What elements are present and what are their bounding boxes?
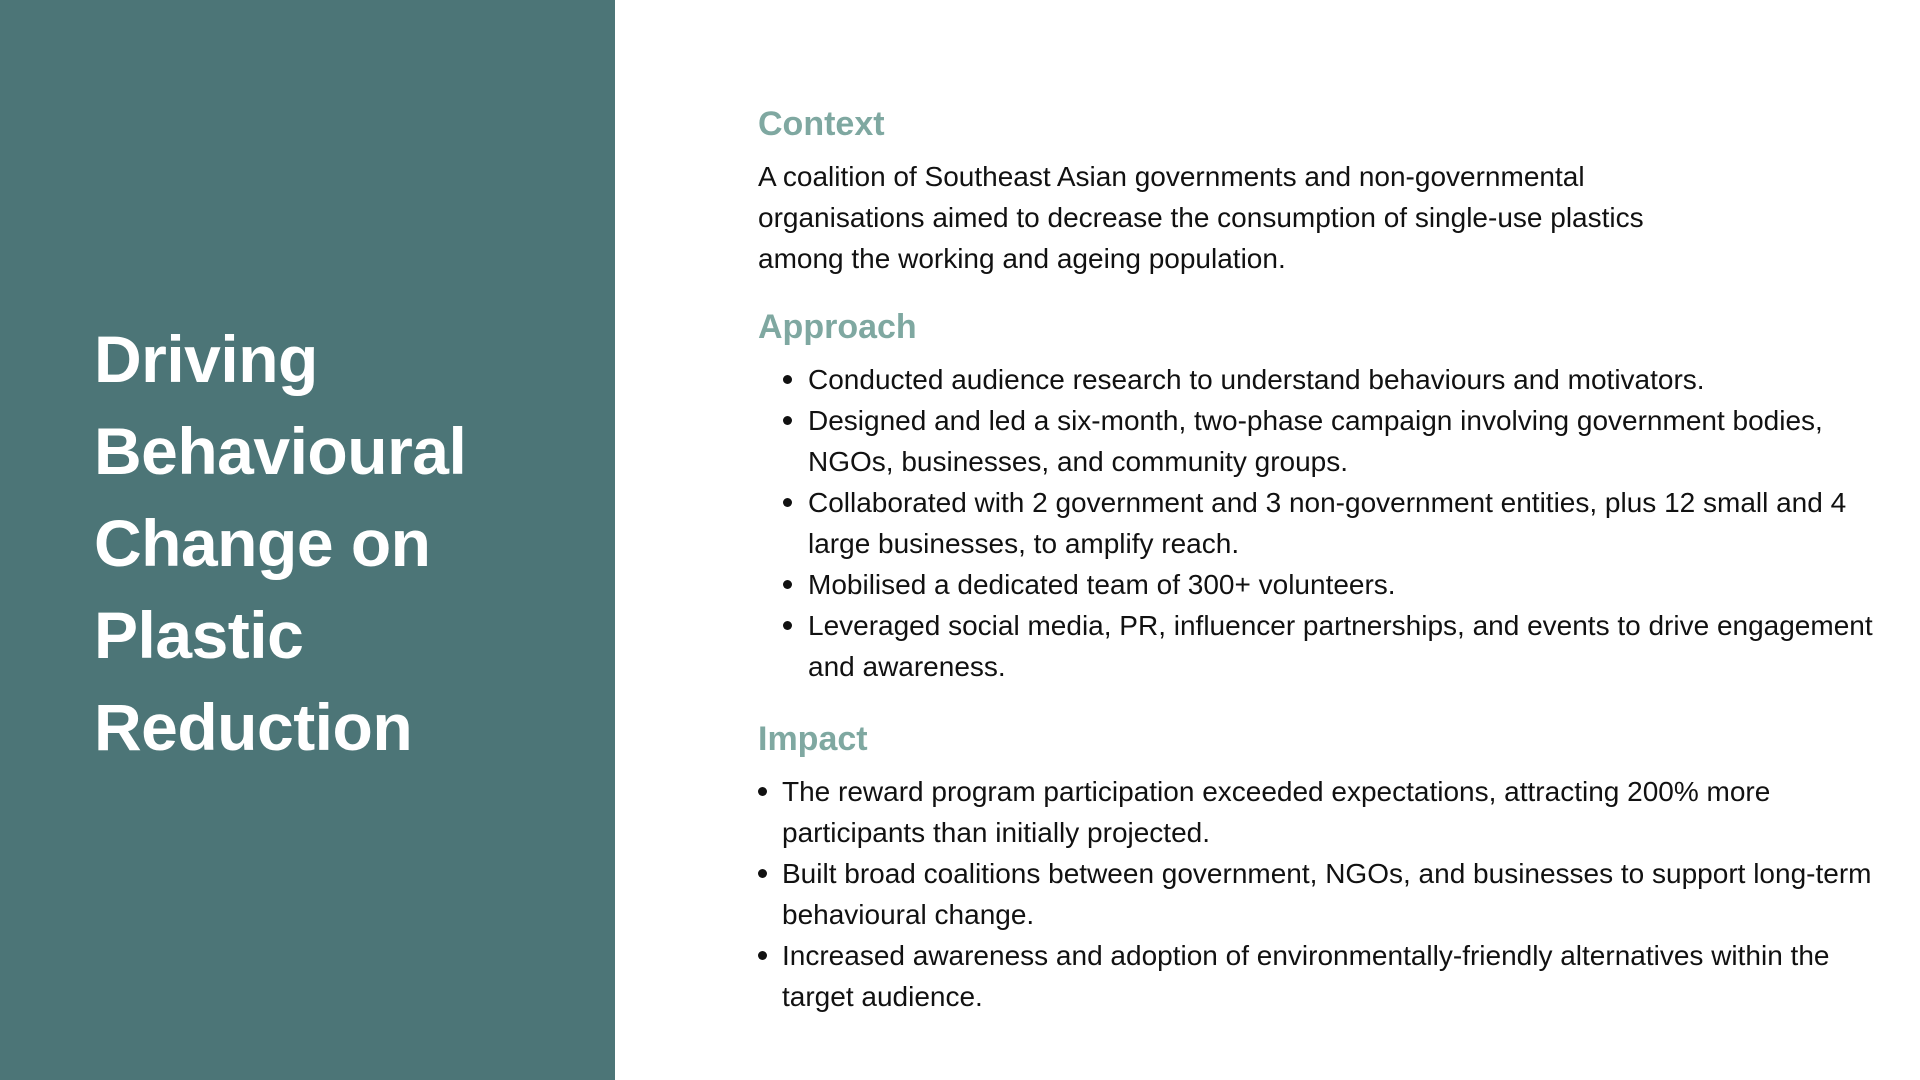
list-item: Collaborated with 2 government and 3 non-government entities, plus 12 small and 4 large businesses, to amplify reach. xyxy=(758,482,1893,564)
list-item: Leveraged social media, PR, influencer partnerships, and events to drive engagement and awareness. xyxy=(758,605,1893,687)
title-line: Driving xyxy=(94,322,318,396)
list-item: Mobilised a dedicated team of 300+ volunteers. xyxy=(758,564,1893,605)
title-line: Behavioural xyxy=(94,414,467,488)
list-item: Conducted audience research to understand behaviours and motivators. xyxy=(758,359,1893,400)
title-panel xyxy=(0,0,615,1080)
title-line: Plastic xyxy=(94,598,304,672)
approach-section xyxy=(758,301,1878,687)
main-content xyxy=(758,98,1878,1017)
approach-heading: Approach xyxy=(758,308,917,346)
title-line: Change on xyxy=(94,506,431,580)
list-item: Increased awareness and adoption of environmentally-friendly alternatives within the target audience. xyxy=(758,935,1887,1017)
context-heading: Context xyxy=(758,105,885,143)
context-section xyxy=(758,98,1878,279)
page-title xyxy=(94,313,574,773)
title-line: Reduction xyxy=(94,690,413,764)
list-item: The reward program participation exceeded expectations, attracting 200% more participants than initially projected. xyxy=(758,771,1887,853)
approach-list xyxy=(758,359,1878,687)
impact-heading: Impact xyxy=(758,720,868,758)
list-item: Built broad coalitions between government, NGOs, and businesses to support long-term behavioural change. xyxy=(758,853,1887,935)
context-paragraph: A coalition of Southeast Asian governments and non-governmental organisations aimed to decrease the consumption of single-use plastics among the working and ageing population. xyxy=(758,161,1644,274)
list-item: Designed and led a six-month, two-phase campaign involving government bodies, NGOs, businesses, and community groups. xyxy=(758,400,1893,482)
impact-list xyxy=(758,771,1878,1017)
impact-section xyxy=(758,713,1878,1017)
